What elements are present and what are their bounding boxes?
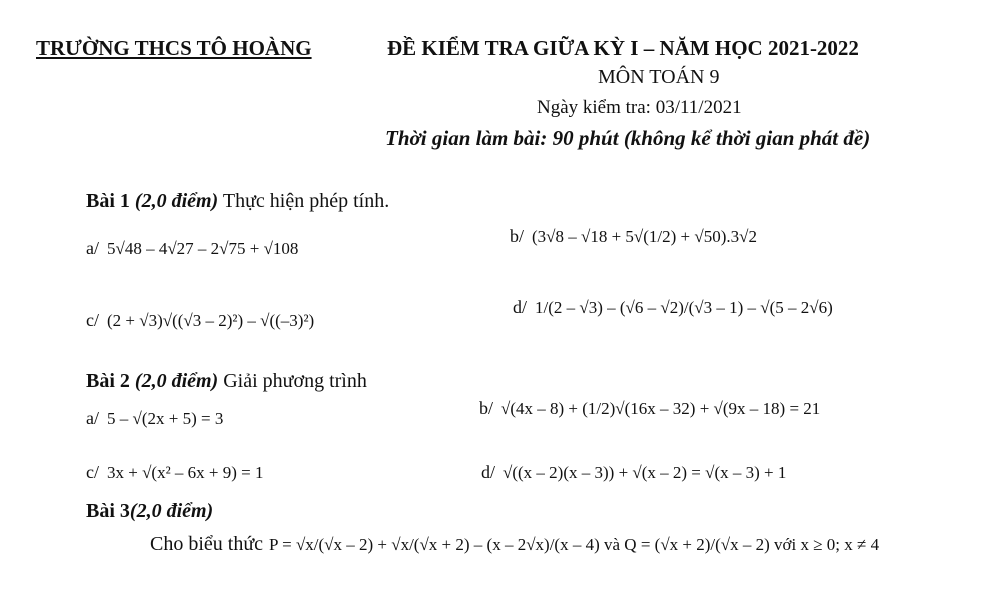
section-title: Bài 3: [86, 500, 130, 522]
exercise-item-1c: [86, 310, 314, 331]
math-expression: (3√8 – √18 + 5√(1/2) + √50).3√2: [532, 226, 757, 246]
math-expression: 3x + √(x² – 6x + 9) = 1: [107, 462, 264, 482]
section-title: Bài 2: [86, 370, 130, 392]
section-title: Bài 1: [86, 190, 130, 212]
section-1-heading: [86, 190, 389, 213]
exam-duration: Thời gian làm bài: 90 phút (không kể thời gian phát đề): [385, 126, 871, 150]
exercise-item-2a: [86, 408, 223, 429]
section-points: (2,0 điểm): [134, 190, 219, 212]
item-label: b/: [510, 226, 525, 246]
school-name: TRƯỜNG THCS TÔ HOÀNG: [36, 36, 312, 60]
math-expression: 5√48 – 4√27 – 2√75 + √108: [107, 238, 299, 258]
item-label: d/: [481, 462, 496, 482]
math-expression: P = √x/(√x – 2) + √x/(√x + 2) – (x – 2√x)/(x – 4) và Q = (√x + 2)/(√x – 2) với x ≥ 0; x ≠ 4: [269, 534, 880, 554]
item-label: d/: [513, 297, 528, 317]
item-label: a/: [86, 408, 99, 428]
section-2-heading: [86, 370, 367, 393]
math-expression: √((x – 2)(x – 3)) + √(x – 2) = √(x – 3) + 1: [503, 462, 787, 482]
exercise-item-2b: [479, 398, 820, 419]
item-label: c/: [86, 462, 99, 482]
math-expression: 1/(2 – √3) – (√6 – √2)/(√3 – 1) – √(5 – 2√6): [535, 297, 833, 317]
exercise-item-2c: [86, 462, 264, 483]
item-label: c/: [86, 310, 99, 330]
exercise-item-1d: [513, 297, 833, 318]
exercise-item-1b: [510, 226, 757, 247]
section-points: (2,0 điểm): [134, 370, 219, 392]
section-instruction: Giải phương trình: [223, 370, 367, 392]
given-label: Cho biểu thức: [150, 533, 264, 555]
given-expression: [150, 533, 879, 556]
math-expression: 5 – √(2x + 5) = 3: [107, 408, 224, 428]
exercise-item-1a: [86, 238, 298, 259]
section-points: (2,0 điểm): [129, 500, 214, 522]
item-label: a/: [86, 238, 99, 258]
exam-title: ĐỀ KIỂM TRA GIỮA KỲ I – NĂM HỌC 2021-2022: [387, 36, 859, 60]
math-expression: √(4x – 8) + (1/2)√(16x – 32) + √(9x – 18) = 21: [501, 398, 821, 418]
math-expression: (2 + √3)√((√3 – 2)²) – √((–3)²): [107, 310, 315, 330]
subject: MÔN TOÁN 9: [598, 66, 720, 88]
exam-date: Ngày kiểm tra: 03/11/2021: [537, 97, 742, 118]
item-label: b/: [479, 398, 494, 418]
exercise-item-2d: [481, 462, 786, 483]
section-3-heading: [86, 500, 213, 523]
section-instruction: Thực hiện phép tính.: [222, 190, 390, 212]
